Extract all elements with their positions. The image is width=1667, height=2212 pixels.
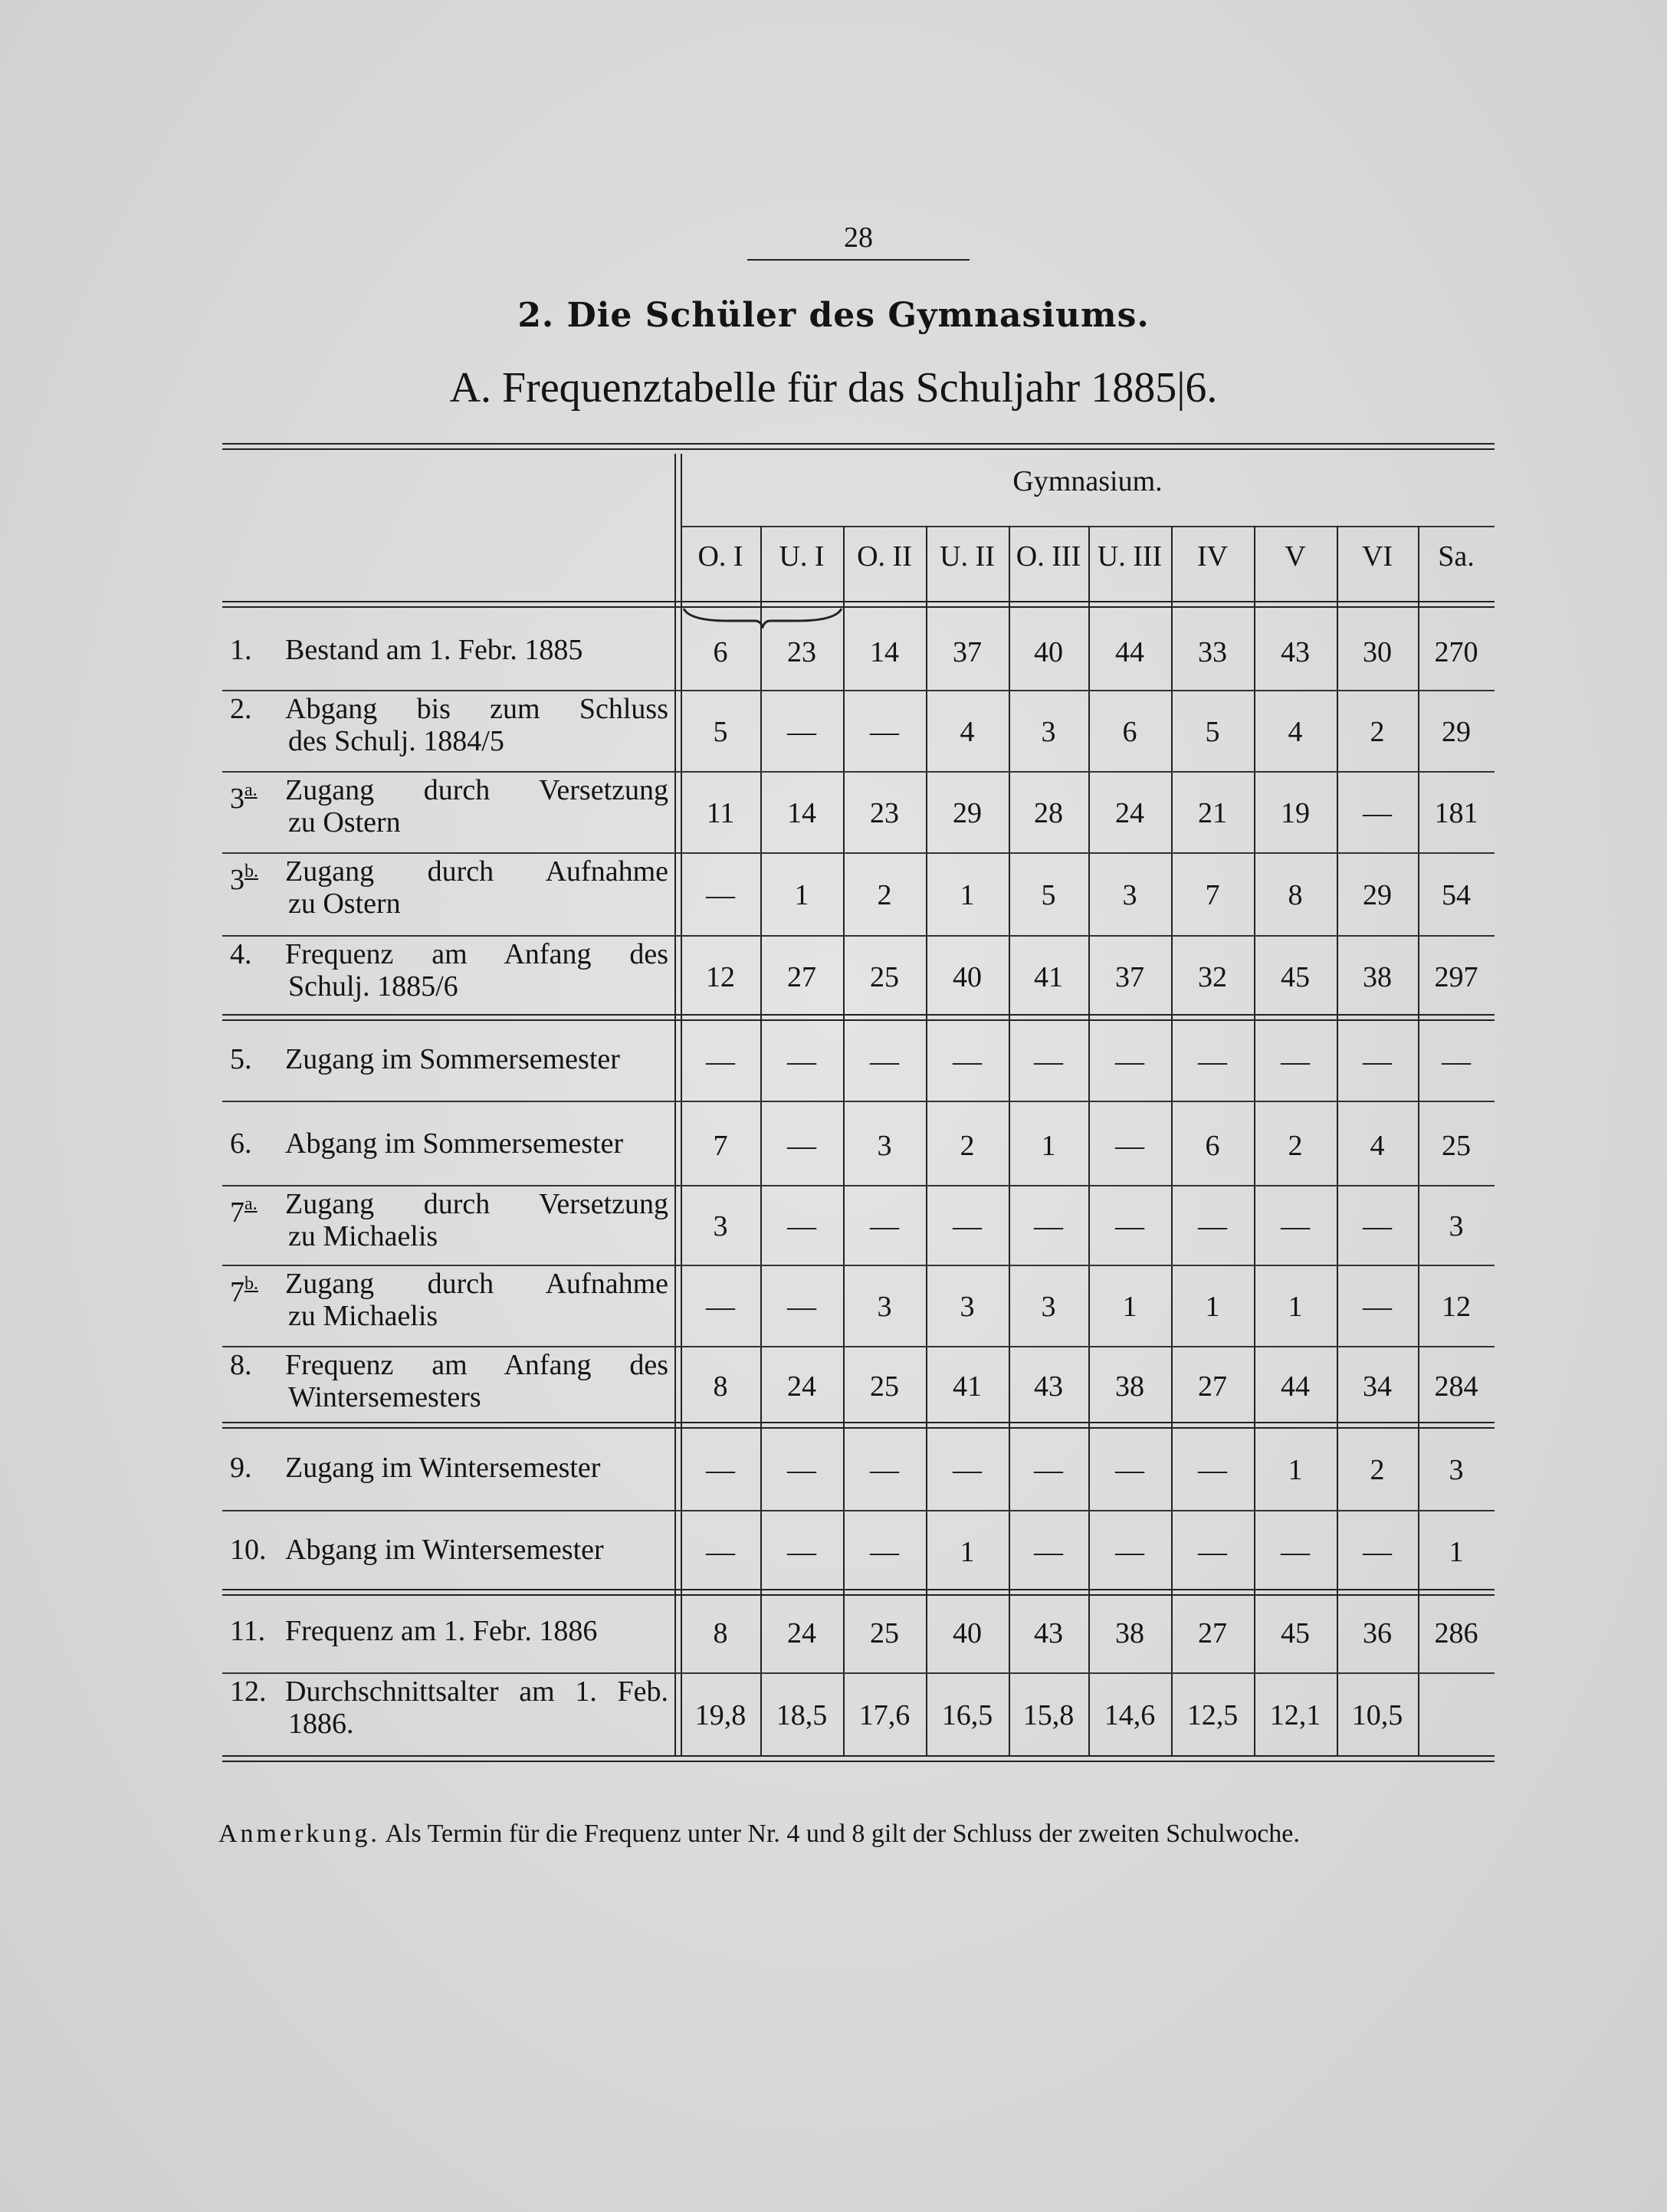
table-cell: 25 — [870, 1617, 899, 1649]
row-separator — [222, 690, 1495, 691]
row-label-continued: zu Michaelis — [288, 1300, 438, 1332]
row-number — [230, 938, 276, 970]
table-cell: 12 — [1442, 1291, 1471, 1323]
table-cell: 43 — [1281, 636, 1310, 668]
table-cell: — — [1034, 1210, 1063, 1242]
row-label: Abgang bis zum Schluss — [285, 693, 668, 725]
table-cell: 5 — [713, 716, 728, 748]
row-number-text: 12. — [230, 1675, 267, 1708]
table-cell: — — [1115, 1130, 1144, 1162]
page-number-rule — [747, 259, 970, 261]
table-cell: 181 — [1434, 797, 1478, 829]
table-cell: 23 — [787, 636, 816, 668]
table-cell: 16,5 — [941, 1699, 993, 1731]
row-number-text: 9. — [230, 1452, 252, 1484]
row-label: Zugang durch Aufnahme — [285, 855, 668, 888]
row-number — [230, 1615, 276, 1647]
row-label-continued: zu Michaelis — [288, 1220, 438, 1252]
row-number — [230, 1188, 276, 1229]
table-cell: — — [787, 1291, 816, 1323]
row-number-text: 4. — [230, 938, 252, 970]
row-number — [230, 855, 276, 896]
table-cell: 10,5 — [1351, 1699, 1403, 1731]
table-cell: — — [870, 1454, 899, 1486]
table-cell: — — [953, 1210, 982, 1242]
table-cell: 17,6 — [858, 1699, 911, 1731]
row-number-text: 6. — [230, 1127, 252, 1160]
row-separator-double — [222, 1589, 1495, 1596]
table-cell: 18,5 — [776, 1699, 828, 1731]
table-cell: 43 — [1034, 1617, 1063, 1649]
table-cell: 19,8 — [694, 1699, 747, 1731]
table-cell: 7 — [1205, 879, 1220, 911]
table-cell: — — [1198, 1210, 1227, 1242]
table-cell: — — [1363, 1045, 1392, 1078]
row-label: Durchschnittsalter am 1. Feb. — [285, 1675, 668, 1708]
table-cell: — — [1363, 1210, 1392, 1242]
table-cell: 3 — [877, 1130, 892, 1162]
row-number-text: 11. — [230, 1615, 266, 1647]
table-cell: 8 — [713, 1617, 728, 1649]
table-cell: 3 — [713, 1210, 728, 1242]
table-cell: 14,6 — [1104, 1699, 1156, 1731]
row-label: Zugang durch Versetzung — [285, 774, 668, 806]
table-cell: — — [706, 1536, 735, 1568]
row-label-continued: 1886. — [288, 1708, 354, 1740]
table-cell: 3 — [1041, 1291, 1056, 1323]
row-separator — [222, 771, 1495, 773]
table-cell: 1 — [1288, 1291, 1303, 1323]
table-cell: 12 — [706, 961, 735, 993]
table-cell: 4 — [1288, 716, 1303, 748]
table-cell: — — [1115, 1536, 1144, 1568]
row-number — [230, 1127, 276, 1160]
row-number-superscript: b. — [244, 861, 258, 881]
page-number: 28 — [844, 222, 873, 254]
row-number — [230, 1349, 276, 1381]
row-number-text: 3 — [230, 783, 244, 815]
table-cell: 1 — [1041, 1130, 1056, 1162]
table-cell: 27 — [1198, 1617, 1227, 1649]
table-cell: 14 — [870, 636, 899, 668]
row-number-text: 1. — [230, 634, 252, 666]
table-bottom-rule — [222, 1755, 1495, 1762]
group-header: Gymnasium. — [1012, 465, 1163, 497]
row-label-continued: Schulj. 1885/6 — [288, 970, 458, 1003]
row-number-superscript: b. — [244, 1274, 258, 1294]
row-separator — [222, 935, 1495, 937]
footnote — [218, 1815, 1495, 1853]
table-cell: 40 — [1034, 636, 1063, 668]
row-separator-double — [222, 1014, 1495, 1021]
table-cell: 29 — [953, 797, 982, 829]
table-cell: 27 — [1198, 1370, 1227, 1403]
table-cell: 2 — [877, 879, 892, 911]
table-cell: 7 — [713, 1130, 728, 1162]
table-cell: — — [953, 1045, 982, 1078]
table-cell: 23 — [870, 797, 899, 829]
table-cell: 25 — [1442, 1130, 1471, 1162]
table-cell: 3 — [877, 1291, 892, 1323]
row-label-continued: zu Ostern — [288, 806, 401, 839]
table-cell: — — [1115, 1454, 1144, 1486]
table-cell: 284 — [1434, 1370, 1478, 1403]
row-number — [230, 1675, 276, 1708]
row-number-text: 2. — [230, 693, 252, 725]
table-cell: 44 — [1115, 636, 1144, 668]
row-number — [230, 1043, 276, 1075]
row-number-text: 7 — [230, 1276, 244, 1308]
column-header: U. III — [1097, 540, 1163, 573]
column-header: O. III — [1016, 540, 1081, 573]
table-cell: 34 — [1363, 1370, 1392, 1403]
table-cell: — — [1281, 1045, 1310, 1078]
column-header: V — [1285, 540, 1306, 573]
row-number — [230, 1268, 276, 1308]
row-label-continued: des Schulj. 1884/5 — [288, 725, 504, 757]
row-label-continued: zu Ostern — [288, 888, 401, 920]
table-cell: — — [787, 716, 816, 748]
table-cell: — — [706, 1454, 735, 1486]
table-cell: — — [787, 1130, 816, 1162]
column-header: O. II — [857, 540, 912, 573]
table-cell: 1 — [1205, 1291, 1220, 1323]
table-cell: — — [706, 1045, 735, 1078]
row-separator-double — [222, 1422, 1495, 1429]
table-cell: — — [706, 1291, 735, 1323]
table-cell: 5 — [1041, 879, 1056, 911]
table-cell: 297 — [1434, 961, 1478, 993]
row-label: Zugang im Wintersemester — [285, 1452, 601, 1484]
table-cell: 8 — [1288, 879, 1303, 911]
table-cell: — — [1281, 1210, 1310, 1242]
row-number-text: 5. — [230, 1043, 252, 1075]
table-cell: 25 — [870, 961, 899, 993]
table-cell: 33 — [1198, 636, 1227, 668]
table-cell: 15,8 — [1022, 1699, 1075, 1731]
table-cell: 1 — [794, 879, 809, 911]
table-cell: — — [1198, 1045, 1227, 1078]
table-cell: — — [1034, 1045, 1063, 1078]
table-cell: 38 — [1115, 1370, 1144, 1403]
table-cell: 6 — [1122, 716, 1137, 748]
table-cell: — — [870, 1536, 899, 1568]
table-cell: 36 — [1363, 1617, 1392, 1649]
table-cell: 2 — [960, 1130, 975, 1162]
table-cell: 44 — [1281, 1370, 1310, 1403]
table-cell: 2 — [1370, 1454, 1385, 1486]
table-cell: 270 — [1434, 636, 1478, 668]
table-title: A. Frequenztabelle für das Schuljahr 1885|6. — [449, 364, 1218, 412]
row-label: Frequenz am Anfang des — [285, 938, 668, 970]
row-label: Zugang durch Versetzung — [285, 1188, 668, 1220]
table-cell: 37 — [1115, 961, 1144, 993]
table-cell: — — [787, 1210, 816, 1242]
table-cell: 8 — [713, 1370, 728, 1403]
table-cell: 32 — [1198, 961, 1227, 993]
table-cell: 3 — [960, 1291, 975, 1323]
row-number — [230, 693, 276, 725]
table-cell: — — [787, 1454, 816, 1486]
table-cell: 43 — [1034, 1370, 1063, 1403]
row-separator — [222, 1185, 1495, 1186]
table-cell: 1 — [960, 879, 975, 911]
column-header: Sa. — [1438, 540, 1475, 573]
row-separator — [222, 1510, 1495, 1511]
table-cell: 37 — [953, 636, 982, 668]
row-number — [230, 774, 276, 815]
table-cell: 3 — [1449, 1210, 1464, 1242]
column-header: O. I — [697, 540, 743, 573]
table-cell: — — [1198, 1536, 1227, 1568]
table-cell: 6 — [713, 636, 728, 668]
table-cell: — — [787, 1045, 816, 1078]
row-number-text: 8. — [230, 1349, 252, 1381]
brace-mark — [682, 606, 843, 628]
row-number — [230, 1534, 276, 1566]
table-cell: 28 — [1034, 797, 1063, 829]
table-cell: — — [1115, 1045, 1144, 1078]
row-separator — [222, 1672, 1495, 1674]
table-cell: 25 — [870, 1370, 899, 1403]
row-separator — [222, 1101, 1495, 1102]
table-cell: 29 — [1363, 879, 1392, 911]
table-cell: 24 — [787, 1370, 816, 1403]
table-cell: — — [1115, 1210, 1144, 1242]
table-cell: 12,1 — [1269, 1699, 1321, 1731]
row-label-continued: Wintersemesters — [288, 1381, 481, 1413]
table-cell: 286 — [1434, 1617, 1478, 1649]
row-label: Abgang im Wintersemester — [285, 1534, 604, 1566]
footnote-text: Als Termin für die Frequenz unter Nr. 4 und 8 gilt der Schluss der zweiten Schulwoche. — [385, 1820, 1300, 1848]
table-cell: 45 — [1281, 961, 1310, 993]
section-heading: 2. Die Schüler des Gymnasiums. — [517, 296, 1150, 335]
table-cell: 5 — [1205, 716, 1220, 748]
table-cell: 19 — [1281, 797, 1310, 829]
table-cell: 3 — [1041, 716, 1056, 748]
table-cell: 2 — [1370, 716, 1385, 748]
table-cell: — — [1034, 1536, 1063, 1568]
table-cell: 3 — [1449, 1454, 1464, 1486]
row-number-text: 7 — [230, 1196, 244, 1229]
table-cell: 24 — [787, 1617, 816, 1649]
table-cell: — — [870, 1045, 899, 1078]
table-cell: 41 — [953, 1370, 982, 1403]
table-cell: 45 — [1281, 1617, 1310, 1649]
table-cell: 38 — [1115, 1617, 1144, 1649]
table-cell: 1 — [1122, 1291, 1137, 1323]
column-header: U. II — [940, 540, 995, 573]
table-cell: 4 — [1370, 1130, 1385, 1162]
table-cell: 12,5 — [1186, 1699, 1239, 1731]
table-cell: 21 — [1198, 797, 1227, 829]
row-label: Frequenz am Anfang des — [285, 1349, 668, 1381]
table-cell: — — [953, 1454, 982, 1486]
row-separator — [222, 1346, 1495, 1347]
row-number-text: 10. — [230, 1534, 267, 1566]
table-cell: 27 — [787, 961, 816, 993]
table-cell: 29 — [1442, 716, 1471, 748]
table-cell: — — [870, 1210, 899, 1242]
table-cell: — — [1442, 1045, 1471, 1078]
row-number — [230, 634, 276, 666]
row-number-superscript: a. — [244, 780, 258, 800]
table-cell: 1 — [1288, 1454, 1303, 1486]
table-cell: — — [1034, 1454, 1063, 1486]
table-cell: 14 — [787, 797, 816, 829]
row-label: Frequenz am 1. Febr. 1886 — [285, 1615, 598, 1647]
column-header: U. I — [779, 540, 825, 573]
row-separator — [222, 1265, 1495, 1266]
table-top-rule — [222, 443, 1495, 450]
column-header: VI — [1361, 540, 1393, 573]
table-cell: 54 — [1442, 879, 1471, 911]
table-cell: — — [787, 1536, 816, 1568]
table-cell: 11 — [706, 797, 735, 829]
table-cell: — — [1363, 1536, 1392, 1568]
row-number-superscript: a. — [244, 1194, 258, 1214]
row-label: Abgang im Sommersemester — [285, 1127, 624, 1160]
row-number-text: 3 — [230, 864, 244, 896]
table-cell: 38 — [1363, 961, 1392, 993]
header-bottom-rule — [222, 601, 1495, 608]
group-header-rule — [681, 526, 1495, 527]
table-cell: 30 — [1363, 636, 1392, 668]
table-cell: — — [870, 716, 899, 748]
table-cell: 2 — [1288, 1130, 1303, 1162]
table-cell: — — [1363, 1291, 1392, 1323]
row-separator — [222, 852, 1495, 854]
table-cell: 41 — [1034, 961, 1063, 993]
footnote-lead: Anmerkung. — [218, 1820, 380, 1848]
table-cell: 3 — [1122, 879, 1137, 911]
table-cell: 40 — [953, 1617, 982, 1649]
table-cell: — — [706, 879, 735, 911]
table-cell: — — [1363, 797, 1392, 829]
row-label: Bestand am 1. Febr. 1885 — [285, 634, 583, 666]
table-cell: 24 — [1115, 797, 1144, 829]
row-label: Zugang im Sommersemester — [285, 1043, 620, 1075]
table-cell: 1 — [1449, 1536, 1464, 1568]
table-cell: — — [1198, 1454, 1227, 1486]
table-cell: 4 — [960, 716, 975, 748]
table-cell: — — [1281, 1536, 1310, 1568]
table-cell: 40 — [953, 961, 982, 993]
table-cell: 1 — [960, 1536, 975, 1568]
row-label: Zugang durch Aufnahme — [285, 1268, 668, 1300]
table-cell: 6 — [1205, 1130, 1220, 1162]
column-header: IV — [1196, 540, 1229, 573]
row-number — [230, 1452, 276, 1484]
